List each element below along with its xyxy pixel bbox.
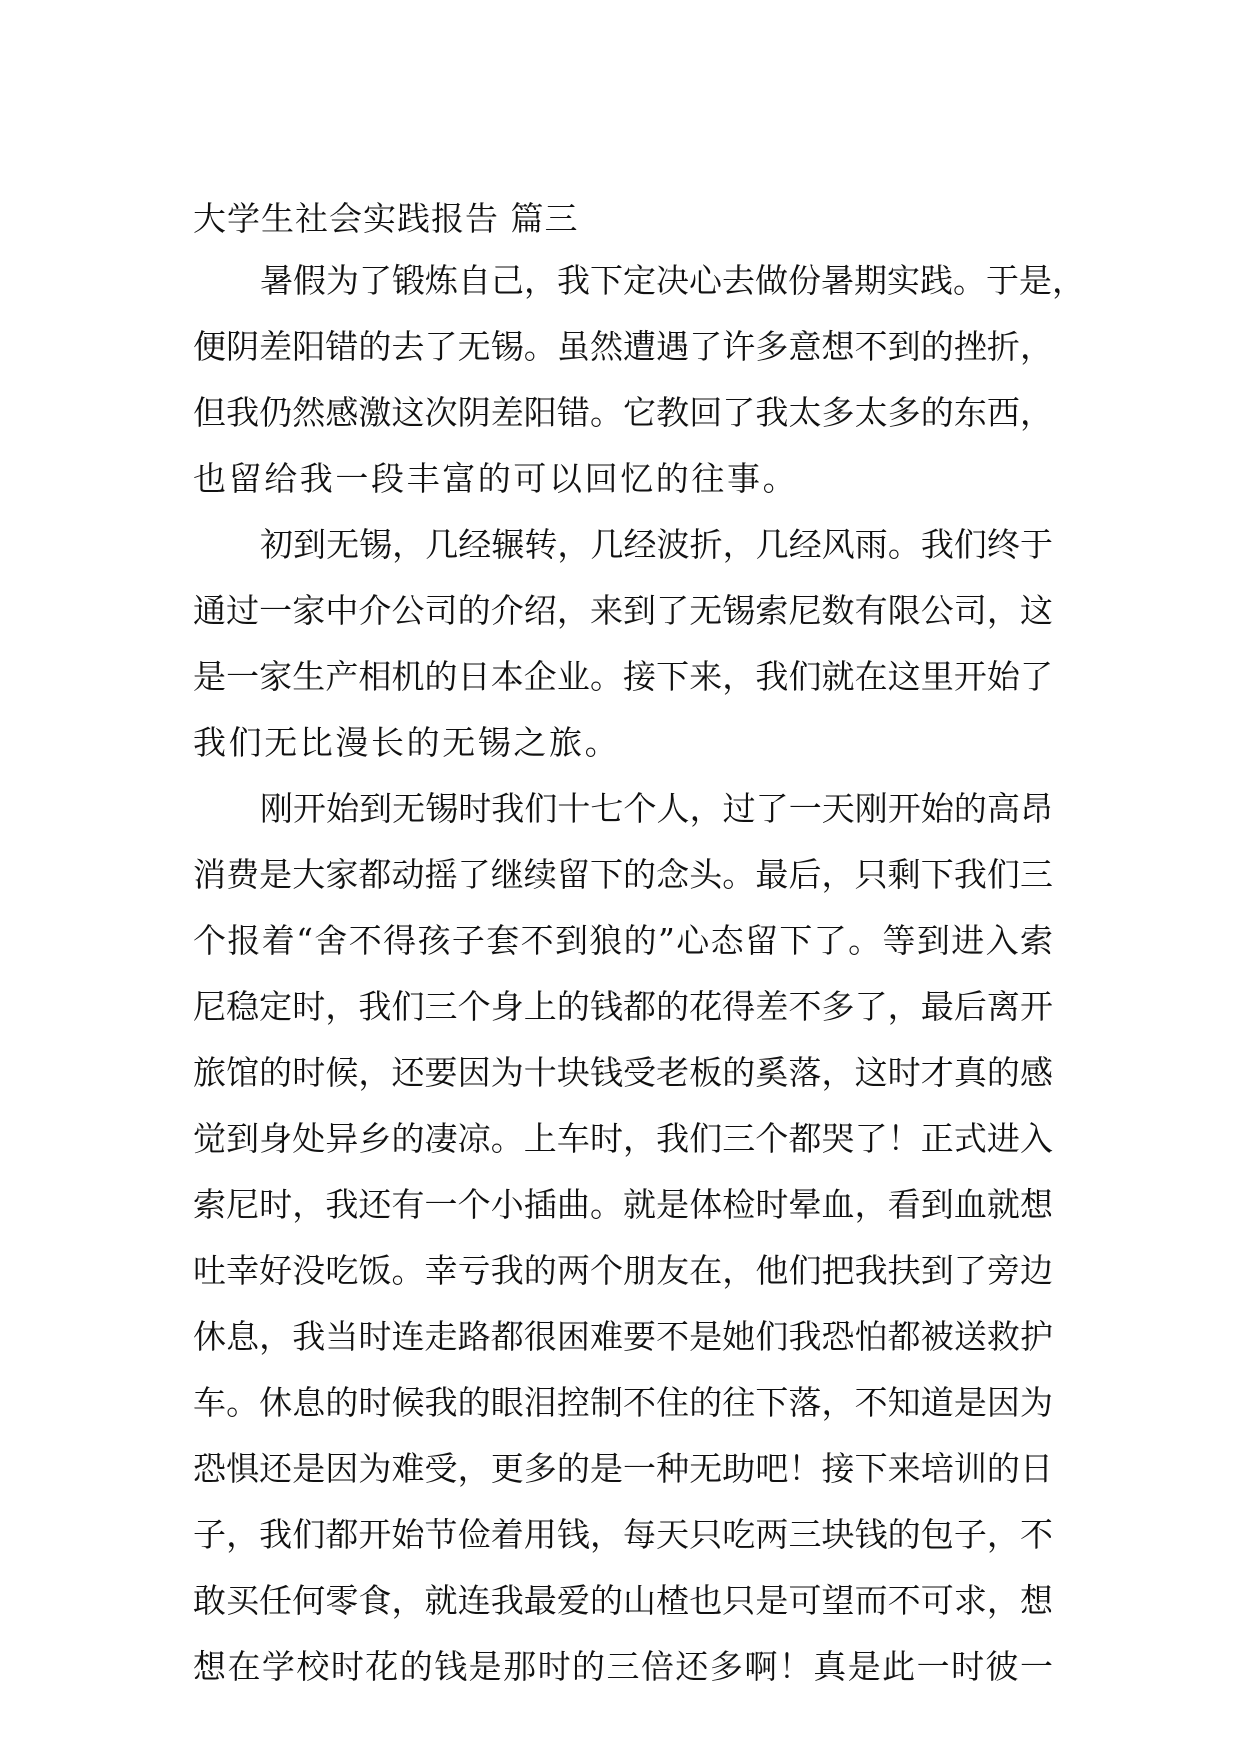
paragraph-line: 便阴差阳错的去了无锡。虽然遭遇了许多意想不到的挫折， [193,327,1053,366]
paragraph-line: 个报着“舍不得孩子套不到狼的”心态留下了。等到进入索 [193,921,1053,960]
document-body [193,190,1085,1700]
paragraph-line: 消费是大家都动摇了继续留下的念头。最后，只剩下我们三 [193,855,1053,894]
paragraph-line: 恐惧还是因为难受，更多的是一种无助吧！接下来培训的日 [193,1449,1053,1488]
paragraph-line: 觉到身处异乡的凄凉。上车时，我们三个都哭了！正式进入 [193,1119,1053,1158]
paragraph-line: 吐幸好没吃饭。幸亏我的两个朋友在，他们把我扶到了旁边 [193,1251,1053,1290]
paragraph-line: 也留给我一段丰富的可以回忆的往事。 [193,459,799,498]
paragraph-line: 是一家生产相机的日本企业。接下来，我们就在这里开始了 [193,657,1053,696]
paragraph-line: 索尼时，我还有一个小插曲。就是体检时晕血，看到血就想 [193,1185,1053,1224]
paragraph-line: 车。休息的时候我的眼泪控制不住的往下落，不知道是因为 [193,1383,1053,1422]
paragraph-line: 我们无比漫长的无锡之旅。 [193,723,621,762]
paragraph-line: 刚开始到无锡时我们十七个人，过了一天刚开始的高昂 [260,789,1053,828]
paragraph-line: 暑假为了锻炼自己，我下定决心去做份暑期实践。于是， [260,261,1085,300]
paragraph-line: 但我仍然感激这次阴差阳错。它教回了我太多太多的东西， [193,393,1053,432]
paragraph-line: 旅馆的时候，还要因为十块钱受老板的奚落，这时才真的感 [193,1053,1053,1092]
paragraph-line: 想在学校时花的钱是那时的三倍还多啊！真是此一时彼一 [193,1647,1053,1686]
paragraph-line: 尼稳定时，我们三个身上的钱都的花得差不多了，最后离开 [193,987,1053,1026]
paragraph-list [193,248,1085,1700]
paragraph-line: 通过一家中介公司的介绍，来到了无锡索尼数有限公司，这 [193,591,1053,630]
paragraph-line: 敢买任何零食，就连我最爱的山楂也只是可望而不可求，想 [193,1581,1053,1620]
document-title: 大学生社会实践报告 篇三 [193,199,579,238]
paragraph-line: 休息，我当时连走路都很困难要不是她们我恐怕都被送救护 [193,1317,1053,1356]
paragraph-line: 子，我们都开始节俭着用钱，每天只吃两三块钱的包子，不 [193,1515,1053,1554]
paragraph-line: 初到无锡，几经辗转，几经波折，几经风雨。我们终于 [260,525,1053,564]
